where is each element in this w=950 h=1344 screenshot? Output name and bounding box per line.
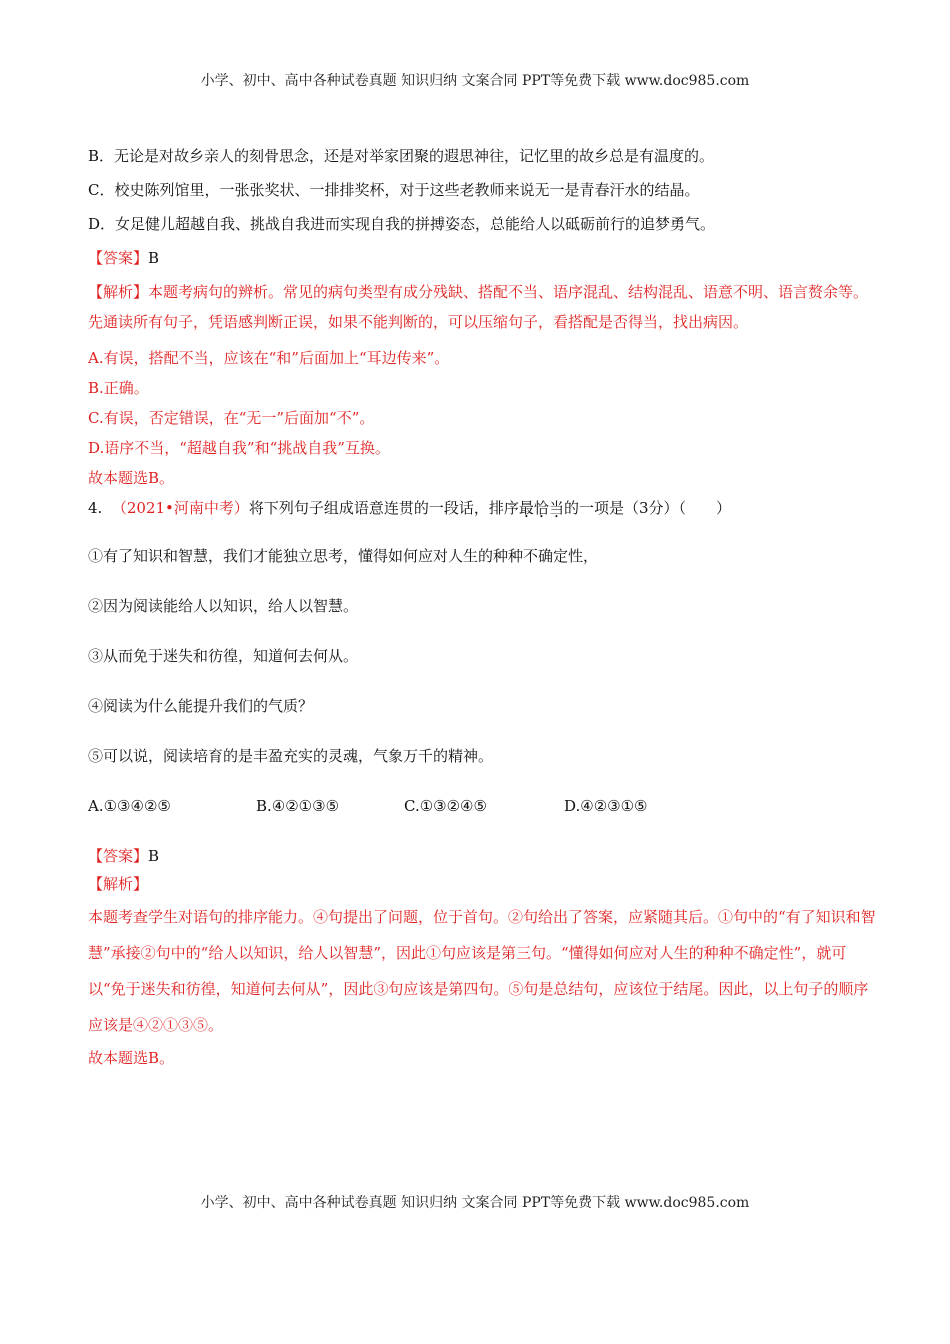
choice-b: B.④②①③⑤ xyxy=(256,797,340,815)
choice-d: D.④②③①⑤ xyxy=(564,797,648,815)
q4-answer xyxy=(88,845,878,867)
q3-answer xyxy=(88,247,878,269)
emphasis-char: 最 xyxy=(518,499,534,517)
q4-stem-before: 将下列句子组成语意连贯的一段话，排序 xyxy=(248,499,519,517)
q4-source: （2021•河南中考） xyxy=(111,499,249,517)
q4-number: 4. xyxy=(88,499,103,517)
emphasis-char: 当 xyxy=(548,499,564,517)
q4-conclusion: 故本题选B。 xyxy=(88,1049,175,1067)
answer-label: 【答案】 xyxy=(88,847,149,865)
q3-note-c: C.有误，否定错误，在“无一”后面加“不”。 xyxy=(88,409,375,427)
q4-sentence: ①有了知识和智慧，我们才能独立思考，懂得如何应对人生的种种不确定性， xyxy=(88,547,599,565)
answer-label: 【答案】 xyxy=(88,249,149,267)
q4-analysis-label: 【解析】 xyxy=(88,875,149,893)
q4-stem xyxy=(88,497,878,519)
q4-analysis-text: 本题考查学生对语句的排序能力。④句提出了问题，位于首句。②句给出了答案，应紧随其后。①句中的“有了知识和智慧”承接②句中的“给人以知识，给人以智慧”，因此①句应该是第三句。“懂得如何应对人生的种种不确定性”，就可以“免于迷失和彷徨，知道何去何从”，因此③句应该是第四句。⑤句是总结句，应该位于结尾。因此，以上句子的顺序应该是④②①③⑤。 xyxy=(88,908,876,1034)
q3-option-b: B．无论是对故乡亲人的刻骨思念，还是对举家团聚的遐思神往，记忆里的故乡总是有温度的。 xyxy=(88,147,715,165)
q3-note-a: A.有误，搭配不当，应该在“和”后面加上“耳边传来”。 xyxy=(88,349,450,367)
q3-note-d: D.语序不当，“超越自我”和“挑战自我”互换。 xyxy=(88,439,390,457)
q4-choices xyxy=(88,795,878,817)
q4-sentence: ④阅读为什么能提升我们的气质？ xyxy=(88,697,314,715)
emphasis-char: 恰 xyxy=(533,499,549,517)
q4-sentence: ⑤可以说，阅读培育的是丰盈充实的灵魂，气象万千的精神。 xyxy=(88,747,494,765)
document-body xyxy=(88,145,878,1073)
choice-c: C.①③②④⑤ xyxy=(404,797,487,815)
answer-value: B xyxy=(148,847,160,865)
q4-sentence: ②因为阅读能给人以知识，给人以智慧。 xyxy=(88,597,359,615)
q3-option-c: C．校史陈列馆里，一张张奖状、一排排奖杯，对于这些老教师来说无一是青春汗水的结晶。 xyxy=(88,181,700,199)
q4-sentence: ③从而免于迷失和彷徨，知道何去何从。 xyxy=(88,647,359,665)
answer-value: B xyxy=(148,249,160,267)
q3-analysis xyxy=(88,277,878,337)
q3-note-b: B.正确。 xyxy=(88,379,149,397)
q3-conclusion: 故本题选B。 xyxy=(88,469,175,487)
q3-option-d: D．女足健儿超越自我、挑战自我进而实现自我的拼搏姿态，总能给人以砥砺前行的追梦勇气。 xyxy=(88,215,716,233)
analysis-label: 【解析】 xyxy=(88,283,149,301)
page-footer: 小学、初中、高中各种试卷真题 知识归纳 文案合同 PPT等免费下载 www.doc985.com xyxy=(200,1195,750,1211)
q4-stem-after: 的一项是（3分）（ ） xyxy=(563,499,731,517)
analysis-text: 本题考病句的辨析。常见的病句类型有成分残缺、搭配不当、语序混乱、结构混乱、语意不明、语言赘余等。先通读所有句子，凭语感判断正误，如果不能判断的，可以压缩句子，看搭配是否得当，找出病因。 xyxy=(88,283,869,331)
page-header: 小学、初中、高中各种试卷真题 知识归纳 文案合同 PPT等免费下载 www.doc985.com xyxy=(200,73,750,89)
choice-a: A.①③④②⑤ xyxy=(88,797,171,815)
